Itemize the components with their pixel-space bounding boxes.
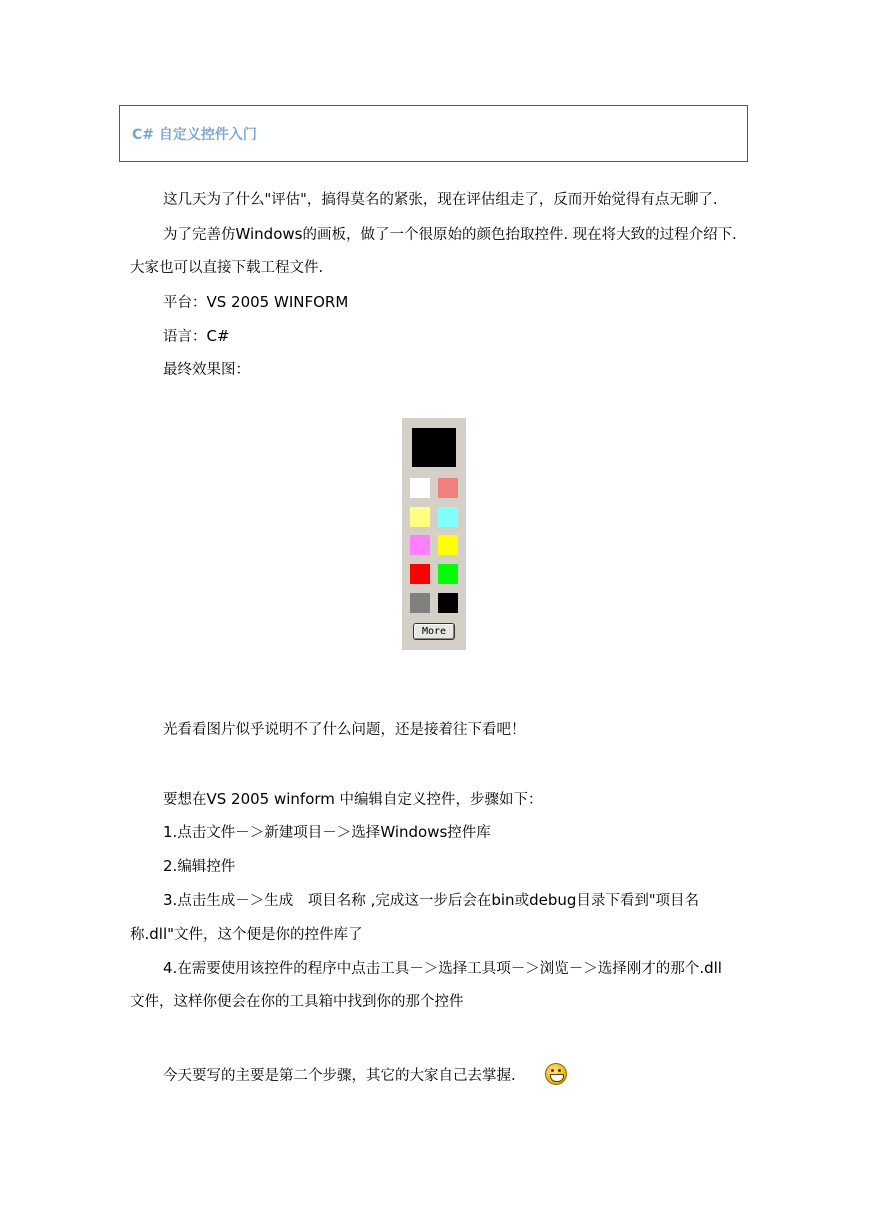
color-swatch (438, 507, 458, 527)
purpose-text-c: 的画板，做了一个很原始的颜色抬取控件. 现在将大致的过程介绍下. 大家也可以直接下载工程文件. (130, 227, 737, 276)
color-swatch (438, 535, 458, 555)
current-color-preview (412, 428, 456, 467)
more-button: More (413, 623, 455, 640)
paragraph-steps-intro (130, 783, 740, 817)
platform-line (130, 286, 740, 320)
color-swatch (410, 478, 430, 498)
today-text: 今天要写的主要是第二个步骤，其它的大家自己去掌握. (163, 1068, 516, 1084)
color-swatch (438, 478, 458, 498)
step-4-number: 4. (163, 959, 178, 977)
color-swatch (438, 593, 458, 613)
emoji-eye-right (558, 1069, 561, 1072)
paragraph-intro (130, 184, 740, 217)
step-1-text-c: 控件库 (447, 825, 491, 841)
step-3-text-b: , (365, 891, 376, 909)
color-picker-screenshot (402, 418, 466, 650)
step-3-text-d: bin (491, 891, 515, 909)
result-label: 最终效果图： (163, 362, 250, 378)
emoji-eye-left (551, 1069, 554, 1072)
step-2 (130, 850, 740, 884)
language-label: 语言： (163, 329, 207, 345)
step-2-number: 2. (163, 857, 178, 875)
language-value: C# (206, 327, 230, 345)
platform-label: 平台： (163, 295, 207, 311)
emoji-mouth (550, 1074, 564, 1082)
look-text: 光看看图片似乎说明不了什么问题，还是接着往下看吧！ (163, 722, 526, 738)
step-3-text-c: 完成这一步后会在 (375, 893, 492, 909)
step-3-text-a: 点击生成－＞生成 项目名称 (177, 893, 366, 909)
steps-intro-a: 要想在 (163, 792, 207, 808)
result-label-line (130, 354, 740, 387)
step-4-text-b: .dll (699, 959, 722, 977)
step-3-text-h: .dll" (144, 925, 175, 943)
paragraph-today (130, 1060, 740, 1093)
step-4 (130, 952, 740, 1019)
step-1-number: 1. (163, 823, 178, 841)
paragraph-look (130, 714, 740, 747)
color-swatch (410, 535, 430, 555)
color-swatch (438, 564, 458, 584)
steps-intro-b: VS 2005 winform (206, 790, 335, 808)
purpose-text-a: 为了完善仿 (163, 227, 236, 243)
step-3-text-i: 文件，这个便是你的控件库了 (174, 927, 363, 943)
step-1-text-a: 点击文件－＞新建项目－＞选择 (177, 825, 381, 841)
step-3-number: 3. (163, 891, 178, 909)
platform-value: VS 2005 WINFORM (206, 293, 349, 311)
paragraph-purpose (130, 218, 740, 285)
step-4-text-a: 在需要使用该控件的程序中点击工具－＞选择工具项－＞浏览－＞选择刚才的那个 (177, 961, 700, 977)
paragraph-intro-text: 这几天为了什么"评估"，搞得莫名的紧张，现在评估组走了，反而开始觉得有点无聊了. (163, 192, 718, 208)
step-3-text-f: debug (529, 891, 577, 909)
step-3-text-g: 目录下看到"项目名称 (130, 893, 700, 943)
purpose-text-b: Windows (235, 225, 303, 243)
step-1-text-b: Windows (380, 823, 448, 841)
step-4-text-c: 文件，这样你便会在你的工具箱中找到你的那个控件 (130, 994, 464, 1010)
color-swatch (410, 593, 430, 613)
step-1 (130, 816, 740, 850)
color-swatch (410, 564, 430, 584)
step-3 (130, 884, 740, 952)
step-3-text-e: 或 (514, 893, 530, 909)
steps-intro-c: 中编辑自定义控件，步骤如下： (334, 792, 543, 808)
color-swatch (410, 507, 430, 527)
grin-emoji-icon (545, 1063, 567, 1085)
page-title: C# 自定义控件入门 (132, 127, 257, 143)
step-2-text: 编辑控件 (177, 859, 236, 875)
language-line (130, 320, 740, 354)
title-box (119, 105, 748, 162)
